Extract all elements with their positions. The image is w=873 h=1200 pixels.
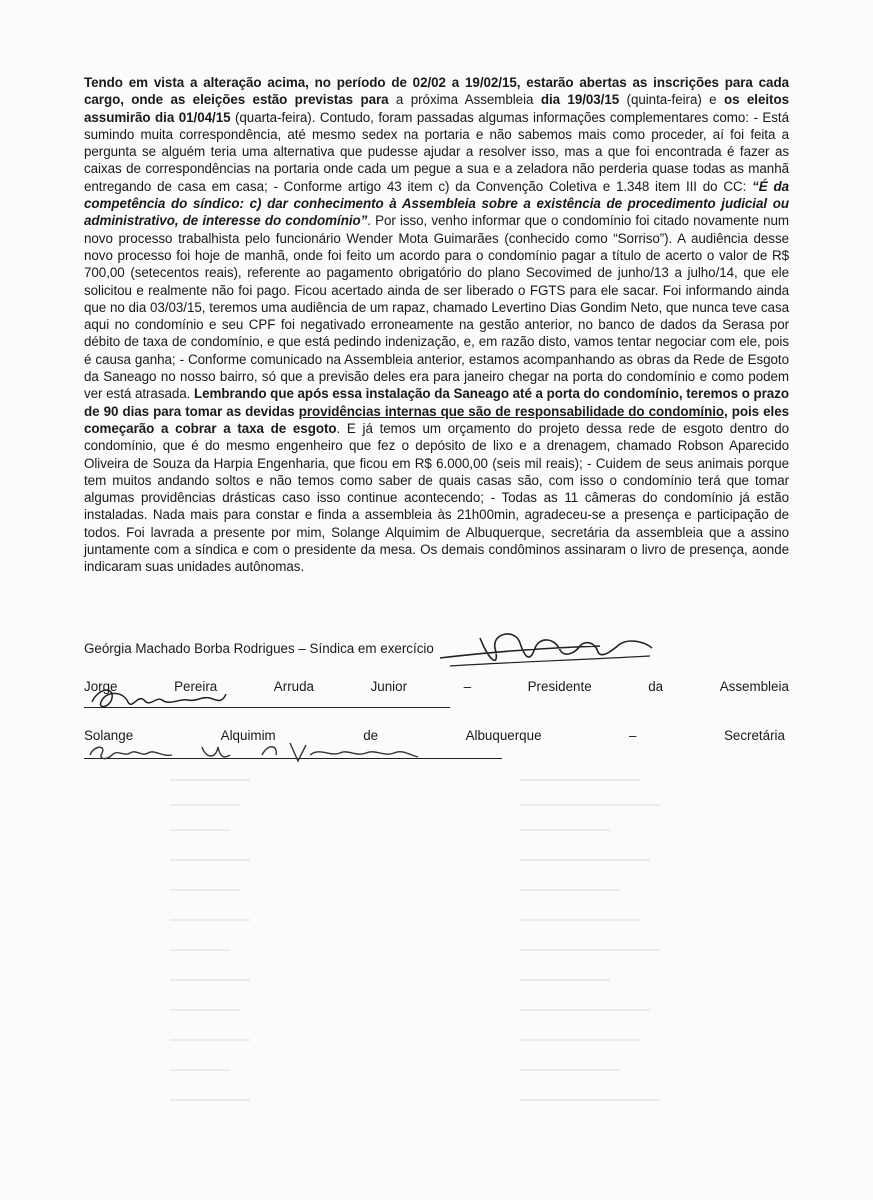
signature-word: Presidente [527,679,592,694]
text-run: Tendo em vista a alteração acima, no período de 02/02 a 19/02/15, estarão abertas as inscrições para cada cargo, onde [84,75,789,108]
signature-word: Alquimim [220,728,276,743]
signature-word: Arruda [273,679,314,694]
sindica-name: Geórgia Machado Borba Rodrigues – Síndica em exercício [84,641,434,656]
signature-word: Jorge [84,679,118,694]
text-run: providências internas que são de responsabilidade do condomínio [298,403,724,419]
signature-word: Pereira [174,679,218,694]
signature-word: – [629,728,637,743]
text-run: (quarta-feira). Contudo, foram passadas algumas informações complementares como: - Está sumindo muita correspondência, até mesmo sedex na portaria e não sabemos mais como proceder, aí foi feita a pergunta se alguém teria uma alternativa que pudesse ajudar a resolver isso, mas a que foi encontrada é fazer as caixas de correspondências na portaria onde cada um pegue a sua e a zeladora não perderia quase todas as manhã entregando de casa em casa; - Conforme artigo 43 item c) da Convenção Coletiva e 1.348 item III do CC: [84,109,789,194]
signature-word: Secretária [723,728,785,743]
signature-word: – [463,679,472,694]
text-run: . Por isso, venho informar que o condomínio foi citado novamente num novo processo trabalhista pelo funcionário Wender Mota Guimarães (conhecido como “Sorriso”). A audiência desse novo processo foi hoje de manhã, onde foi feito um acordo para o condomínio pagar a título de acerto o valor de R$ 700,00 (setecentos reais), referente ao pagamento obrigatório do plano Secovimed de junho/13 a julho/14, que ele solicitou e realmente não foi pago. Ficou acertado ainda de ser liberado o FGTS para ele sacar. Foi informando ainda que no dia 03/03/15, teremos uma audiência de um rapaz, chamado Levertino Dias Gondim Neto, que nunca teve casa aqui no condomínio e seu CPF foi negativado erroneamente na gestão anterior, no banco de dados da Serasa por débito de taxa de condomínio, e que está pedindo indenização, e, em razão disto, vamos tentar negociar com ele, pois é causa ganha; - Conforme comunicado na Assembleia anterior, estamos acompanhando as obras da Rede de Esgoto da Saneago no nosso bairro, só que a previsão deles era para janeiro chegar na porta do condomínio e como podem ver está atrasada. [84,213,790,402]
text-run: (quinta-feira) e [619,92,724,108]
text-run: a próxima Assembleia [388,92,541,108]
signature-word: Junior [370,679,408,694]
signature-word: da [648,679,664,694]
text-run: as eleições estão previstas para [170,92,389,108]
text-run: os eleitos assumirão dia 01/04/15 [84,92,789,125]
text-run: dia 19/03/15 [540,92,620,108]
text-run: Lembrando que após essa instalação da Saneago até a porta do condomínio, teremos o prazo de 90 dias para tomar as devidas [84,386,789,419]
secretaria-signature [84,735,434,767]
signature-word: de [363,728,379,743]
text-run: , pois eles começarão a cobrar a taxa de esgoto [84,403,789,436]
text-run: . E já temos um orçamento do projeto dessa rede de esgoto dentro do condomínio, que é do mesmo engenheiro que fez o depósito de lixo e a drenagem, chamado Robson Aparecido Oliveira de Souza da Harpia Engenharia, que ficou em R$ 6.000,00 (seis mil reais); - Cuidem de seus animais porque tem muitos andando soltos e não temos como saber de quais casas são, com isso o condomínio terá que tomar algumas providências drásticas caso isso continue acontecendo; - Todas as 11 câmeras do condomínio já estão instaladas. Nada mais para constar e finda a assembleia às 21h00min, agradeceu-se a presença e participação de todos. Foi lavrada a presente por mim, Solange Alquimim de Albuquerque, secretária da assembleia que a assino juntamente com a síndica e com o presidente da mesa. Os demais condôminos assinaram o livro de presença, aonde indicaram suas unidades autônomas. [84,420,789,575]
signature-word: Assembleia [719,679,789,694]
signature-word: Solange [84,728,134,743]
minutes-paragraph [84,74,789,576]
presidente-signature [84,680,234,714]
signature-word: Albuquerque [465,728,542,743]
text-run: “É da competência do síndico: c) dar conhecimento à Assembleia sobre a existência de procedimento judicial ou administrativo, de interesse do condomínio” [84,178,789,229]
sindica-signature [420,618,670,678]
